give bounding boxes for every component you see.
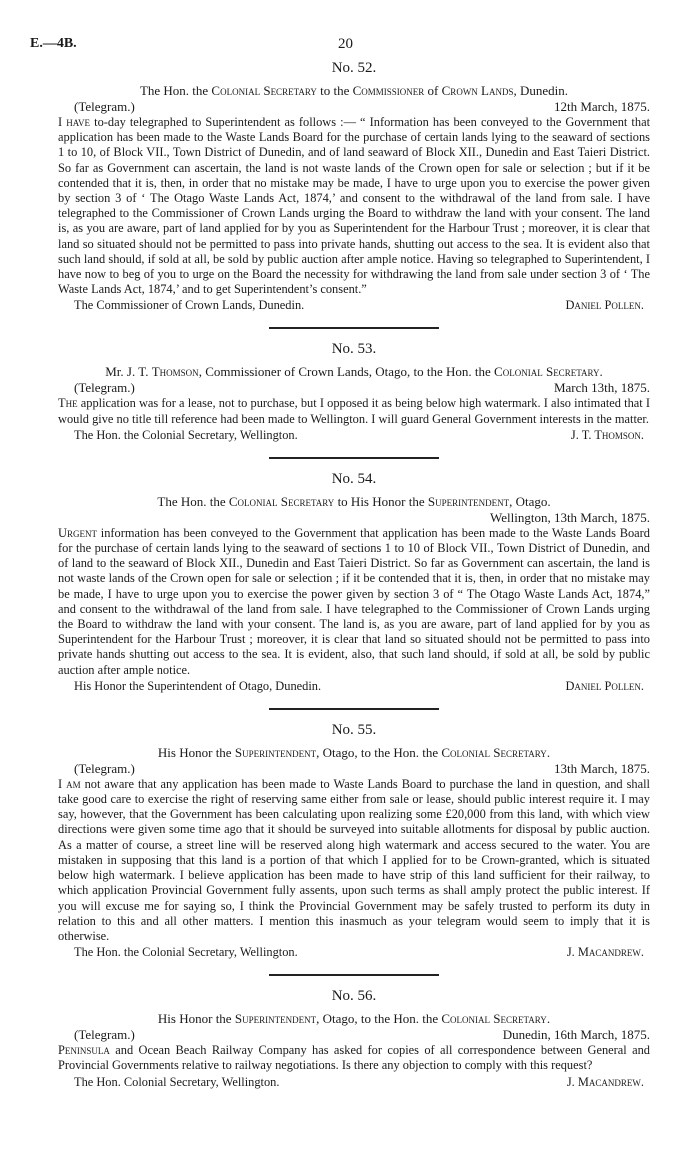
letter-date: March 13th, 1875. <box>553 380 650 396</box>
letter-section <box>58 457 650 694</box>
letter-body: The application was for a lease, not to purchase, but I opposed it as being below high watermark. I also intimated that I would give no title till reference had been made to Wellington. I will guard General Government interests in the matter. <box>58 396 650 426</box>
letter-body: I have to-day telegraphed to Superintendent as follows :— “ Information has been conveyed to the Government that application has been made to the Waste Lands Board for the purchase of certain lands lying to the seaward of sections 1 to 10, of Block VII., Town District of Dunedin, and of land seaward of Block XII., Dunedin and East Taieri District. So far as Government can ascertain, the land is not waste lands of the Crown open for sale or selection ; but if it be contended that it is, then, in order that no mistake may be made, I have to urge upon you to exercise the power given by section 3 of ‘ The Otago Waste Lands Act, 1874,’ and consent to the withdrawal of the land from sale. I have telegraphed to the Commissioner of Crown Lands urging the Board to withdraw the land with your consent. The land is, as you are aware, part of land applied for by you as Superintendent for the Harbour Trust ; moreover, it is clear that land so situated should not be permitted to pass into private hands, shutting out access to the sea. It is evident also that such land should, if sold at all, be sold by public auction after ample notice. Having so telegraphed to Superintendent, I have now to beg of you to urge on the Board the necessity for withdrawing the land from sale under section 3 of ‘ The Waste Lands Act, 1874,’ and to get Superintendent’s consent.” <box>58 115 651 297</box>
heading-title: Commissioner <box>352 83 425 98</box>
letter-number: No. 52. <box>331 60 377 76</box>
dateline <box>58 510 650 526</box>
heading-title: Crown Lands <box>441 83 514 98</box>
addressee: His Honor the Superintendent of Otago, Dunedin. <box>74 678 322 693</box>
telegram-label: (Telegram.) <box>74 1027 135 1043</box>
signatory: Daniel Pollen. <box>565 298 644 313</box>
letter-heading: The Hon. the Colonial Secretary to His Honor the Superintendent, Otago. <box>157 493 551 509</box>
signature-line <box>58 944 650 960</box>
addressee: The Hon. the Colonial Secretary, Wellington. <box>74 427 298 442</box>
opening-words: The <box>58 396 78 411</box>
dateline <box>58 380 650 396</box>
page-header <box>30 28 650 54</box>
letter-date: Wellington, 13th March, 1875. <box>490 509 650 525</box>
signature-line <box>58 678 650 694</box>
section-divider <box>269 708 439 710</box>
section-divider <box>269 457 439 459</box>
heading-title: Superintendent <box>427 493 510 509</box>
dateline <box>58 99 650 115</box>
addressee: The Hon. the Colonial Secretary, Wellington. <box>74 945 298 960</box>
heading-title: Colonial Secretary <box>494 364 600 380</box>
telegram-label: (Telegram.) <box>74 380 135 396</box>
letter-number: No. 56. <box>331 988 377 1005</box>
dateline <box>58 1027 650 1043</box>
dateline <box>58 761 650 777</box>
letter-body: Peninsula and Ocean Beach Railway Company has asked for copies of all correspondence between General and Provincial Governments relative to railway negotiations. Is there any objection to comply with this request? <box>58 1043 650 1073</box>
letter-date: 12th March, 1875. <box>553 99 650 114</box>
signature-line <box>58 427 650 443</box>
letter-section <box>58 974 650 1089</box>
letter-section <box>58 60 650 313</box>
addressee: The Commissioner of Crown Lands, Dunedin. <box>74 298 305 313</box>
heading-title: Superintendent <box>234 1011 317 1027</box>
letter-heading: His Honor the Superintendent, Otago, to the Hon. the Colonial Secretary. <box>157 744 551 760</box>
opening-words: I am <box>58 776 81 791</box>
letter-number: No. 53. <box>331 341 377 358</box>
letter-number: No. 55. <box>331 721 377 738</box>
heading-title: Colonial Secretary <box>441 744 547 760</box>
letter-body: I am not aware that any application has been made to Waste Lands Board to purchase the land in question, and shall take good care to exercise the right of reserving same either from sale or lease, should public interest require it. I may say, however, that the Government has been calculating upon realizing some £20,000 from this land, with which view directions were given some time ago that it should be surveyed into suitable allotments for disposal by public auction. As a matter of course, a street line will be reserved along high watermark and access secured to the water. You are mistaken in supposing that this land is a portion of that which I applied for to be Crown-granted, which is situated below high watermark. I believe application has been made to have strip of this land sufficient for their railway, to which application Provincial Government fully assents, upon such terms as shall amply protect the public interest. If you will excuse me for saying so, I think the Provincial Government may be safely trusted to perform its duty in relation to this and all other matters. I mention this inasmuch as your telegram would seem to imply that it is otherwise. <box>58 776 650 943</box>
telegram-label: (Telegram.) <box>74 99 135 114</box>
opening-words: Urgent <box>58 525 97 540</box>
document-page <box>30 28 651 1090</box>
opening-words: I have <box>58 115 91 129</box>
signatory: Daniel Pollen. <box>565 678 644 693</box>
heading-title: Colonial Secretary <box>228 493 335 509</box>
heading-title: Colonial Secretary <box>441 1011 547 1027</box>
signatory: J. Macandrew. <box>566 945 644 960</box>
heading-title: Colonial Secretary <box>211 83 317 98</box>
signature-line <box>58 1074 650 1090</box>
document-reference: E.—4B. <box>30 36 77 51</box>
heading-title: Superintendent <box>234 744 317 760</box>
letter-section <box>58 708 650 960</box>
signature-line <box>58 297 650 313</box>
signatory: J. Macandrew. <box>566 1074 644 1089</box>
signatory: J. T. Thomson. <box>570 427 644 442</box>
heading-title: Thomson <box>151 364 199 380</box>
letter-section <box>58 327 650 442</box>
letter-body: Urgent information has been conveyed to the Government that application has been made to the Waste Lands Board for the purchase of certain lands lying to the seaward of sections 1 to 10 of Block VII., Town District of Dunedin, and of land to the seaward of Block XII., Dunedin and East Taieri District. So far as Government can ascertain, the land is not waste lands of the Crown open for sale or selection ; if it be contended that it is, then, in order that no mistake may be made, I have to urge upon you to exercise the power given by section 3 of “ The Otago Waste Lands Act, 1874,” and consent to the withdrawal of the land from sale. I have telegraphed to the Commissioner of Crown Lands urging the Board to withdraw the land with your consent. The land is, as you are aware, part of land applied for by you as Superintendent for the Harbour Trust ; moreover, it is clear that land so situated should not be permitted to pass into private hands shutting out access to the sea. It is evident, also, that such land should, if sold at all, be sold by public auction after ample notice. <box>58 525 650 677</box>
opening-words: Peninsula <box>58 1043 110 1058</box>
addressee: The Hon. Colonial Secretary, Wellington. <box>74 1074 280 1089</box>
letter-date: Dunedin, 16th March, 1875. <box>502 1027 650 1043</box>
section-divider <box>269 327 439 329</box>
section-divider <box>269 974 439 976</box>
page-number: 20 <box>338 36 353 52</box>
letter-date: 13th March, 1875. <box>553 760 650 776</box>
letter-heading: The Hon. the Colonial Secretary to the Commissioner of Crown Lands, Dunedin. <box>139 83 569 98</box>
letter-heading: His Honor the Superintendent, Otago, to the Hon. the Colonial Secretary. <box>157 1011 551 1027</box>
letters-container <box>58 60 650 1090</box>
letter-number: No. 54. <box>331 470 377 487</box>
letter-heading: Mr. J. T. Thomson, Commissioner of Crown Lands, Otago, to the Hon. the Colonial Secretary. <box>105 364 603 380</box>
telegram-label: (Telegram.) <box>74 760 135 776</box>
